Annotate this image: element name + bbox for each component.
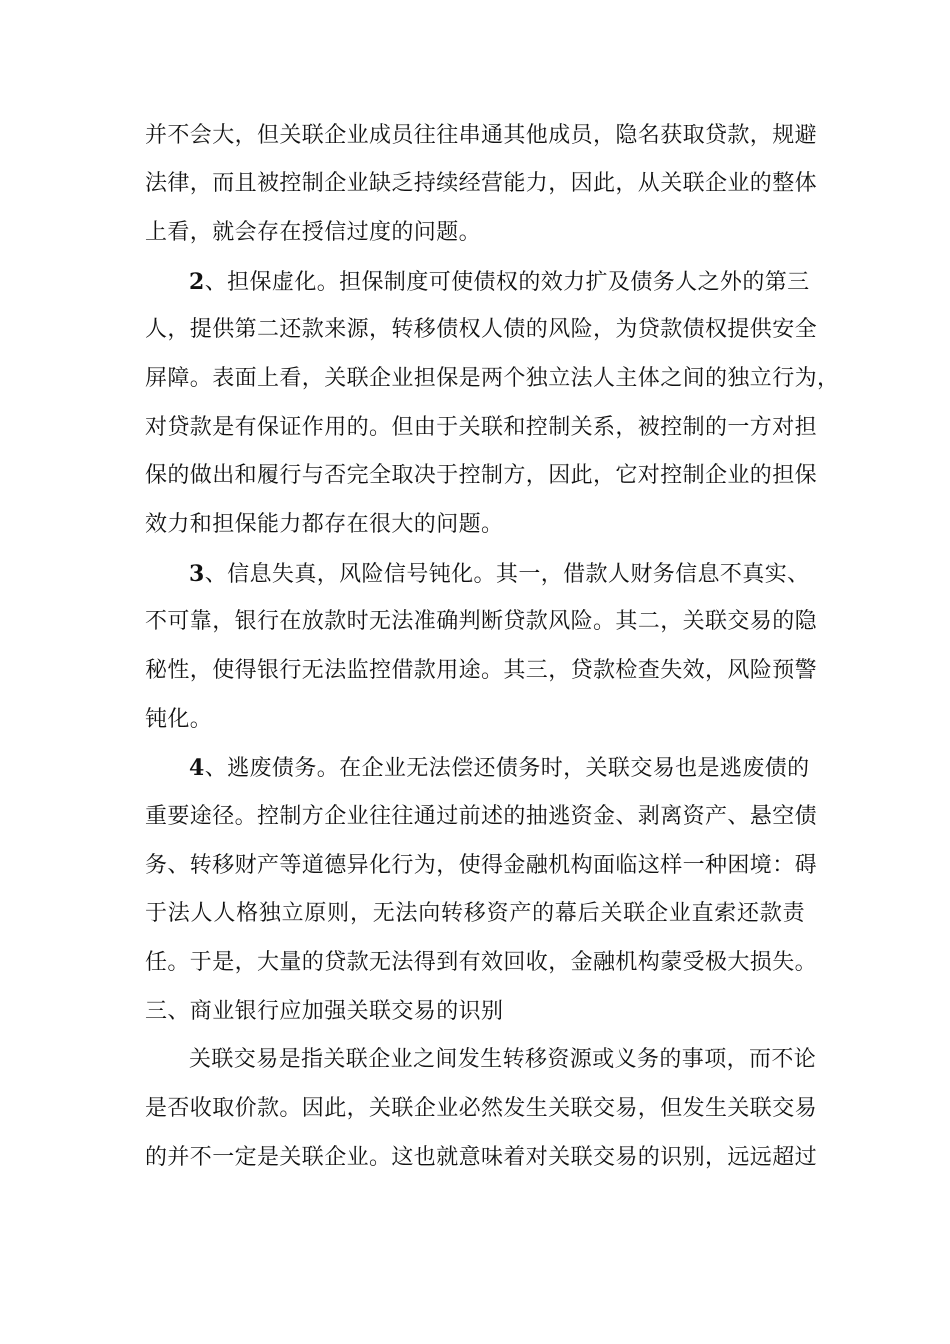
- text-line: 法律，而且被控制企业缺乏持续经营能力，因此，从关联企业的整体: [145, 171, 818, 196]
- text-line: 、担保虚化。担保制度可使债权的效力扩及债务人之外的第三: [204, 270, 810, 295]
- item-number: 4: [189, 755, 205, 781]
- text-line: 不可靠，银行在放款时无法准确判断贷款风险。其二，关联交易的隐: [145, 609, 818, 634]
- text-line: 、信息失真，风险信号钝化。其一，借款人财务信息不真实、: [204, 562, 810, 587]
- text-line: 是否收取价款。因此，关联企业必然发生关联交易，但发生关联交易: [145, 1096, 818, 1121]
- paragraph-first-line: [189, 554, 810, 594]
- text-line: 并不会大，但关联企业成员往往串通其他成员，隐名获取贷款，规避: [145, 123, 818, 148]
- text-line: 秘性，使得银行无法监控借款用途。其三，贷款检查失效，风险预警: [145, 658, 818, 683]
- text-line: 保的做出和履行与否完全取决于控制方，因此，它对控制企业的担保: [145, 463, 818, 488]
- text-line: 于法人人格独立原则，无法向转移资产的幕后关联企业直索还款责: [145, 901, 805, 926]
- text-line: 效力和担保能力都存在很大的问题。: [145, 512, 504, 537]
- text-line: 关联交易是指关联企业之间发生转移资源或义务的事项，而不论: [189, 1047, 817, 1072]
- text-line: 上看，就会存在授信过度的问题。: [145, 220, 482, 245]
- text-line: 的并不一定是关联企业。这也就意味着对关联交易的识别，远远超过: [145, 1145, 818, 1170]
- paragraph-first-line: [189, 748, 810, 788]
- paragraph-first-line: [189, 262, 810, 302]
- text-line: 重要途径。控制方企业往往通过前述的抽逃资金、剥离资产、悬空债: [145, 804, 818, 829]
- section-heading: 三、商业银行应加强关联交易的识别: [145, 999, 504, 1024]
- text-line: 对贷款是有保证作用的。但由于关联和控制关系，被控制的一方对担: [145, 415, 818, 440]
- text-line: 人，提供第二还款来源，转移债权人债的风险，为贷款债权提供安全: [145, 317, 818, 342]
- text-line: 钝化。: [145, 707, 213, 732]
- item-number: 3: [189, 561, 205, 587]
- text-line: 屏障。表面上看，关联企业担保是两个独立法人主体之间的独立行为，: [145, 366, 840, 391]
- text-line: 、逃废债务。在企业无法偿还债务时，关联交易也是逃废债的: [204, 756, 810, 781]
- text-line: 务、转移财产等道德异化行为，使得金融机构面临这样一种困境：碍: [145, 853, 818, 878]
- text-line: 任。于是，大量的贷款无法得到有效回收，金融机构蒙受极大损失。: [145, 950, 818, 975]
- item-number: 2: [189, 269, 205, 295]
